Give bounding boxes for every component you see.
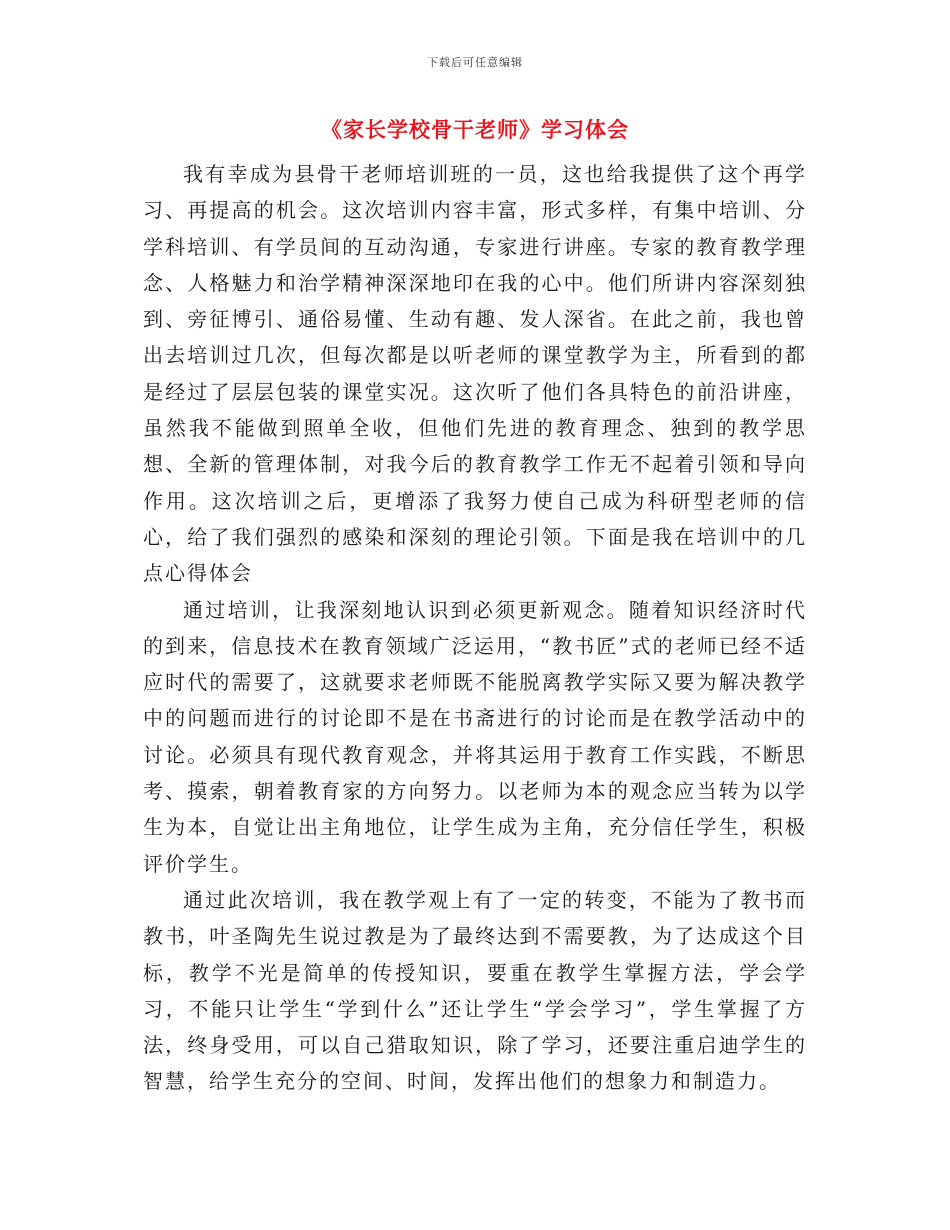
document-body — [143, 156, 807, 1100]
paragraph-3: 通过此次培训，我在教学观上有了一定的转变，不能为了教书而教书，叶圣陶先生说过教是为了最终达到不需要教，为了达成这个目标，教学不光是简单的传授知识，要重在教学生掌握方法，学会学习，不能只让学生“学到什么”还让学生“学会学习”，学生掌握了方法，终身受用，可以自己猎取知识，除了学习，还要注重启迪学生的智慧，给学生充分的空间、时间，发挥出他们的想象力和制造力。 — [143, 887, 807, 1094]
header-note: 下载后可任意编辑 — [427, 56, 523, 69]
paragraph-1: 我有幸成为县骨干老师培训班的一员，这也给我提供了这个再学习、再提高的机会。这次培训内容丰富，形式多样，有集中培训、分学科培训、有学员间的互动沟通，专家进行讲座。专家的教育教学理念、人格魅力和治学精神深深地印在我的心中。他们所讲内容深刻独到、旁征博引、通俗易懂、生动有趣、发人深省。在此之前，我也曾出去培训过几次，但每次都是以听老师的课堂教学为主，所看到的都是经过了层层包装的课堂实况。这次听了他们各具特色的前沿讲座，虽然我不能做到照单全收，但他们先进的教育理念、独到的教学思想、全新的管理体制，对我今后的教育教学工作无不起着引领和导向作用。这次培训之后，更增添了我努力使自己成为科研型老师的信心，给了我们强烈的感染和深刻的理论引领。下面是我在培训中的几点心得体会 — [143, 162, 807, 586]
paragraph-2: 通过培训，让我深刻地认识到必须更新观念。随着知识经济时代的到来，信息技术在教育领域广泛运用，“教书匠”式的老师已经不适应时代的需要了，这就要求老师既不能脱离教学实际又要为解决教学中的问题而进行的讨论即不是在书斋进行的讨论而是在教学活动中的讨论。必须具有现代教育观念，并将其运用于教育工作实践，不断思考、摸索，朝着教育家的方向努力。以老师为本的观念应当转为以学生为本，自觉让出主角地位，让学生成为主角，充分信任学生，积极评价学生。 — [143, 597, 807, 876]
document-title: 《家长学校骨干老师》学习体会 — [321, 117, 629, 142]
